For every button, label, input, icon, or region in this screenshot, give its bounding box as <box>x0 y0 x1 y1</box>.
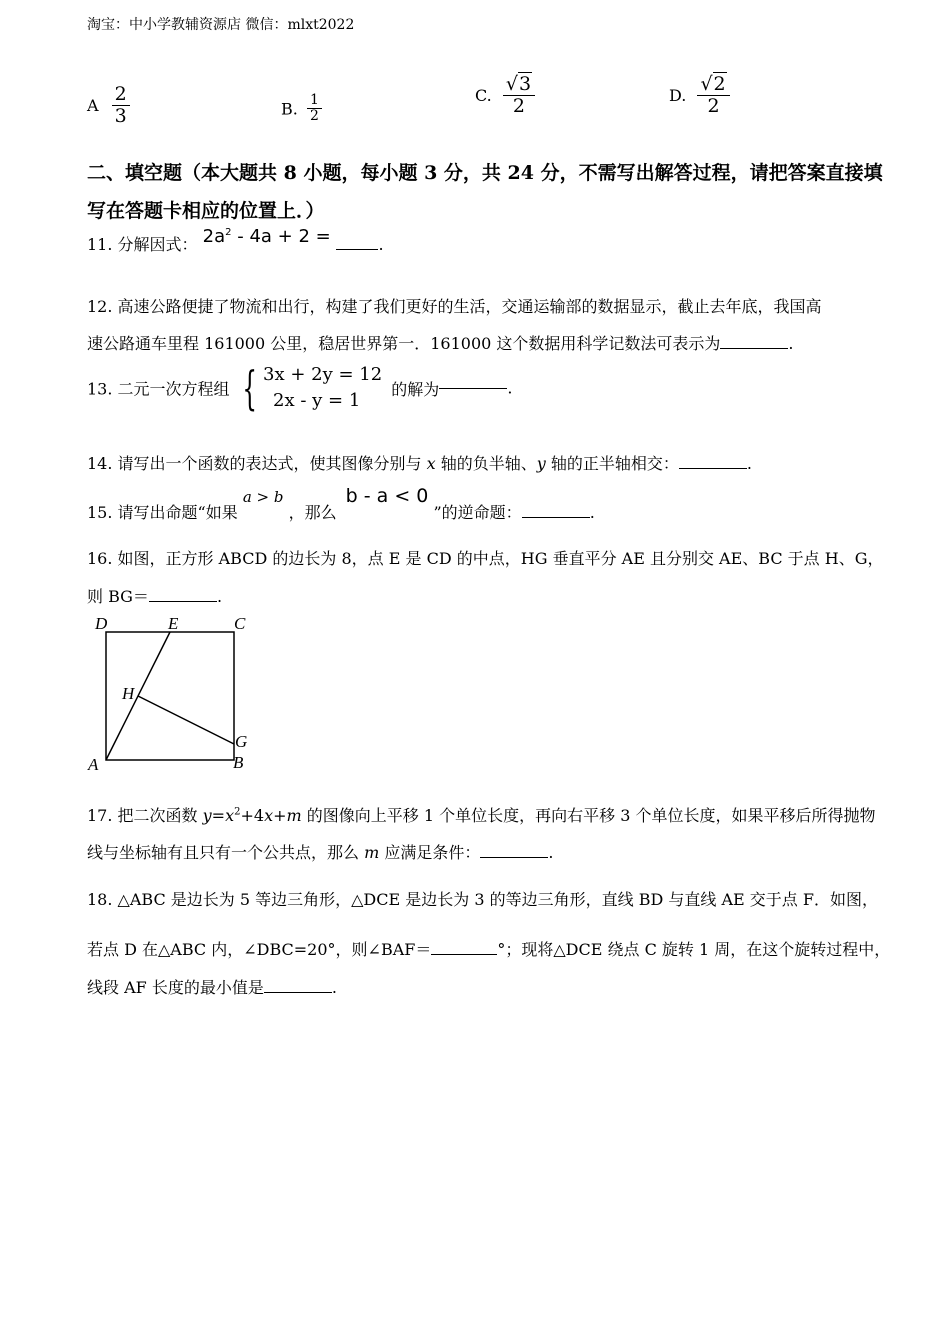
label-g: G <box>235 732 248 751</box>
label-e: E <box>168 614 179 633</box>
section-title-line1: 二、填空题（本大题共 8 小题，每小题 3 分，共 24 分，不需写出解答过程，请把答案直接填 <box>87 162 883 184</box>
label-h: H <box>122 684 135 703</box>
question-13: 13. 二元一次方程组 { 3x + 2y = 12 2x - y = 1 的解为 . <box>87 361 513 415</box>
question-18-line2: 若点 D 在△ABC 内，∠DBC=20°，则∠BAF＝ °；现将△DCE 绕点 C 旋转 1 周，在这个旋转过程中， <box>87 940 891 959</box>
page-header: 淘宝：中小学教辅资源店 微信：mlxt2022 <box>87 17 355 33</box>
fraction: $\frac{√2}{2}$ <box>697 74 729 117</box>
label-d: D <box>95 614 108 633</box>
answer-blank[interactable] <box>522 517 590 518</box>
label-c: C <box>234 614 246 633</box>
option-a: A $\frac{2}{3}$ <box>87 84 130 127</box>
answer-blank[interactable] <box>720 348 788 349</box>
option-b: B. $\frac{1}{2}$ <box>281 93 322 125</box>
question-18-line3: 线段 AF 长度的最小值是 . <box>87 978 337 997</box>
answer-blank[interactable] <box>679 468 747 469</box>
fraction: $\frac{1}{2}$ <box>307 93 322 125</box>
question-15: 15. 请写出命题“如果 a > b ，那么 b - a < 0 ”的逆命题： . <box>87 485 595 522</box>
answer-blank[interactable] <box>439 388 507 389</box>
question-18-line1: 18. △ABC 是边长为 5 等边三角形，△DCE 是边长为 3 的等边三角形，直线 BD 与直线 AE 交于点 F．如图， <box>87 890 878 909</box>
label-a: A <box>88 755 99 774</box>
answer-blank[interactable] <box>336 249 378 250</box>
question-14: 14. 请写出一个函数的表达式，使其图像分别与 x 轴的负半轴、y 轴的正半轴相交： . <box>87 454 752 473</box>
fraction: $\frac{2}{3}$ <box>112 84 130 127</box>
label-b: B <box>233 753 244 772</box>
section-title-line2: 写在答题卡相应的位置上．） <box>87 200 325 222</box>
question-12-line1: 12. 高速公路便捷了物流和出行，构建了我们更好的生活，交通运输部的数据显示，截止去年底，我国高 <box>87 297 822 316</box>
answer-blank[interactable] <box>264 992 332 993</box>
option-c: C. $\frac{√3}{2}$ <box>475 74 535 117</box>
brace-icon: { <box>241 361 257 415</box>
question-16-line2: 则 BG＝ . <box>87 587 223 606</box>
option-d: D. $\frac{√2}{2}$ <box>669 74 730 117</box>
segment-hg <box>138 696 234 744</box>
question-17-line1: 17. 把二次函数 $y=x^2+4x+m$ 的图像向上平移 1 个单位长度，再向右平移 3 个单位长度，如果平移后所得抛物 <box>87 806 876 825</box>
question-17-line2: 线与坐标轴有且只有一个公共点，那么 m 应满足条件： . <box>87 843 554 862</box>
answer-blank[interactable] <box>149 601 217 602</box>
question-12-line2: 速公路通车里程 161000 公里，稳居世界第一．161000 这个数据用科学记数法可表示为 . <box>87 334 794 353</box>
fraction: $\frac{√3}{2}$ <box>503 74 535 117</box>
square-figure <box>86 610 256 780</box>
question-11: 11. 分解因式： $2a^2 - 4a + 2$ = . <box>87 226 384 254</box>
answer-blank[interactable] <box>480 857 548 858</box>
question-16-line1: 16. 如图，正方形 ABCD 的边长为 8，点 E 是 CD 的中点，HG 垂直平分 AE 且分别交 AE、BC 于点 H、G， <box>87 549 884 568</box>
answer-blank[interactable] <box>431 954 497 955</box>
